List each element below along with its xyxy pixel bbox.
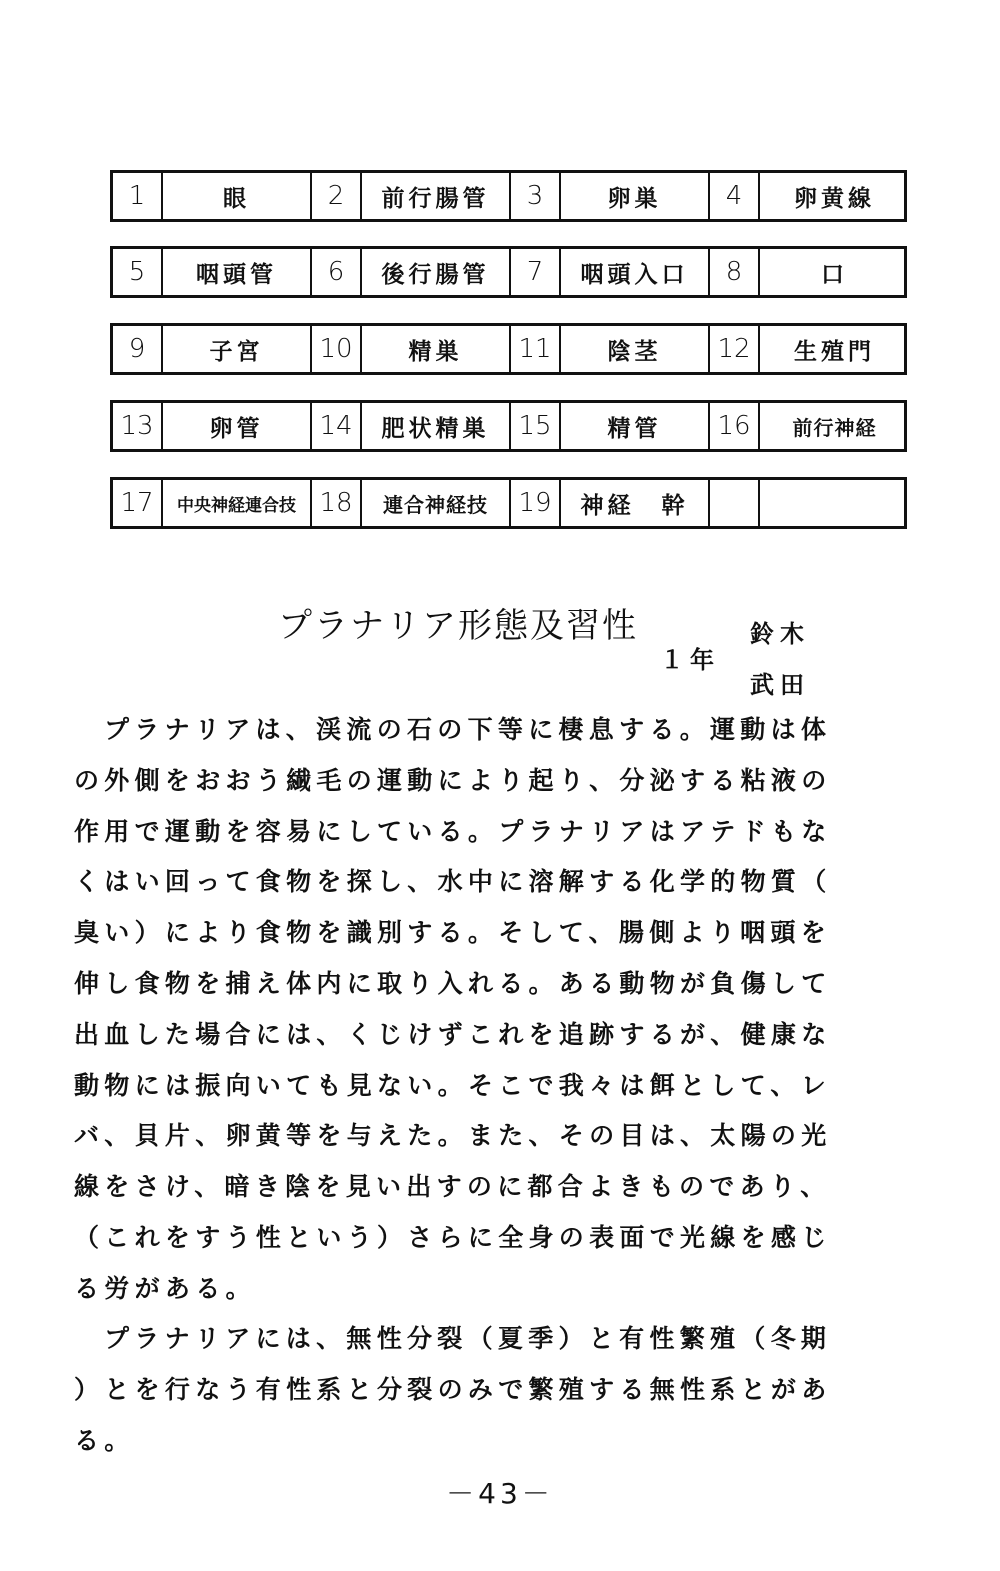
legend-term: 咽頭入口 (561, 249, 710, 295)
legend-number: 5 (113, 249, 163, 295)
article-paragraph-1 (74, 705, 914, 1315)
legend-term: 子宮 (163, 326, 312, 372)
legend-term: 前行神経 (792, 415, 877, 440)
legend-term: 中央神経連合技 (163, 480, 312, 526)
page-number: －43－ (446, 1477, 554, 1510)
legend-number: 18 (312, 480, 362, 526)
legend-number: 16 (710, 403, 760, 449)
article-paragraph-2 (74, 1314, 914, 1466)
legend-number: 2 (312, 173, 362, 219)
article-title: プラナリア形態及習性 (278, 606, 638, 646)
legend-row-3 (110, 323, 907, 375)
legend-number: 12 (710, 326, 760, 372)
legend-number: 17 (113, 480, 163, 526)
legend-term: 肥状精巣 (362, 403, 511, 449)
legend-number: 7 (511, 249, 561, 295)
legend-number: 15 (511, 403, 561, 449)
text-line: ）とを行なう有性系と分裂のみで繁殖する無性系とがあ (74, 1374, 832, 1404)
legend-number: 1 (113, 173, 163, 219)
text-line: （これをすう性という）さらに全身の表面で光線を感じ (74, 1222, 832, 1252)
legend-term (760, 480, 909, 526)
text-line: る。 (74, 1425, 135, 1455)
legend-term: 陰茎 (561, 326, 710, 372)
legend-row-4 (110, 400, 907, 452)
legend-term: 卵巣 (561, 173, 710, 219)
legend-term: 卵管 (163, 403, 312, 449)
legend-number (710, 480, 760, 526)
legend-number: 3 (511, 173, 561, 219)
text-line: バ、貝片、卵黄等を与えた。また、その目は、太陽の光 (74, 1121, 832, 1151)
text-line: 動物には振向いても見ない。そこで我々は餌として、レ (74, 1070, 832, 1100)
legend-number: 4 (710, 173, 760, 219)
text-line: プラナリアは、渓流の石の下等に棲息する。運動は体 (104, 715, 832, 744)
legend-term: 神経 幹 (561, 480, 710, 526)
legend-row-2 (110, 246, 907, 298)
legend-number: 14 (312, 403, 362, 449)
author-name: 武田 (750, 671, 810, 699)
text-line: 臭い）により食物を識別する。そして、腸側より咽頭を (74, 918, 832, 948)
text-line: の外側をおおう繊毛の運動により起り、分泌する粘液の (74, 765, 832, 795)
legend-row-1 (110, 170, 907, 222)
legend-number: 9 (113, 326, 163, 372)
legend-number: 13 (113, 403, 163, 449)
legend-row-5 (110, 477, 907, 529)
legend-term: 咽頭管 (163, 249, 312, 295)
legend-term: 卵黄線 (794, 185, 875, 212)
legend-term: 前行腸管 (362, 173, 511, 219)
legend-term: 口 (821, 261, 848, 288)
author-name: 鈴木 (750, 620, 810, 648)
legend-number: 19 (511, 480, 561, 526)
legend-term: 眼 (163, 173, 312, 219)
legend-number: 8 (710, 249, 760, 295)
text-line: る労がある。 (74, 1273, 256, 1303)
text-line: 作用で運動を容易にしている。プラナリアはアテドもな (74, 816, 832, 846)
legend-term: 精巣 (362, 326, 511, 372)
text-line: 出血した場合には、くじけずこれを追跡するが、健康な (74, 1019, 832, 1049)
legend-term: 精管 (561, 403, 710, 449)
text-line: くはい回って食物を探し、水中に溶解する化学的物質（ (74, 867, 832, 897)
legend-number: 6 (312, 249, 362, 295)
legend-number: 10 (312, 326, 362, 372)
text-line: プラナリアには、無性分裂（夏季）と有性繁殖（冬期 (104, 1324, 832, 1353)
legend-term: 連合神経技 (362, 480, 511, 526)
legend-term: 後行腸管 (362, 249, 511, 295)
author-grade: １年 (660, 646, 720, 674)
text-line: 伸し食物を捕え体内に取り入れる。ある動物が負傷して (74, 968, 832, 998)
legend-number: 11 (511, 326, 561, 372)
legend-term: 生殖門 (794, 338, 875, 365)
text-line: 線をさけ、暗き陰を見い出すのに都合よきものであり、 (74, 1172, 831, 1202)
